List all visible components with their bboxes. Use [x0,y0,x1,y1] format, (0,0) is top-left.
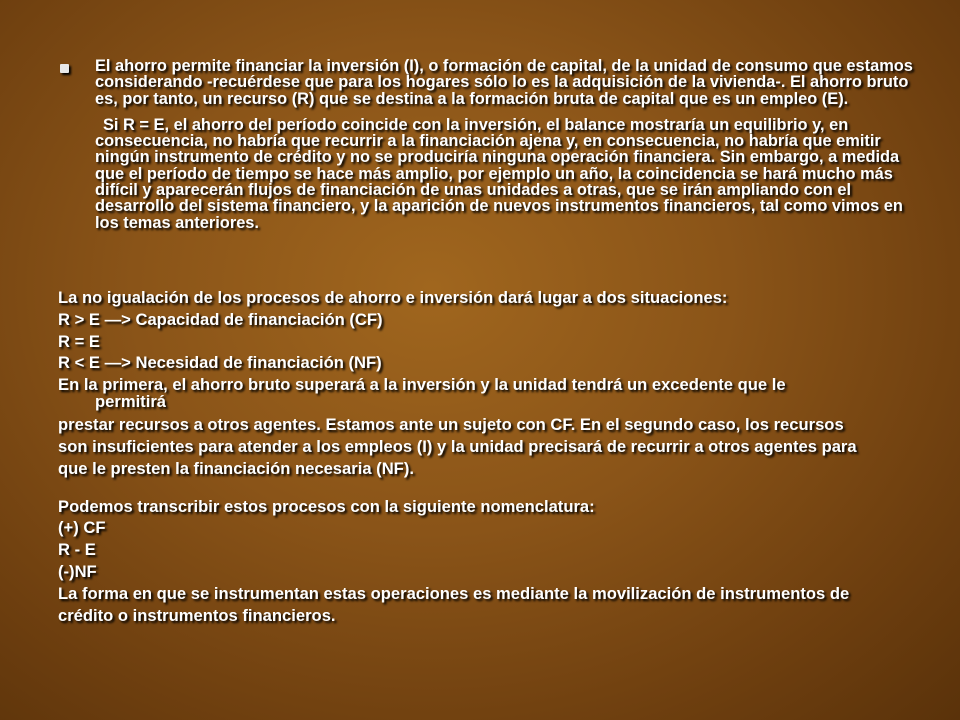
bullet-paragraph-equilibrium: Si R = E, el ahorro del período coincide con la inversión, el balance mostraría un equilibrio y, en consecuencia, no habría que recurrir a la financiación ajena y, en consecuencia, no habría que emitir ningún instrumento de crédito y no se produciría ninguna operación financiera. Sin embargo, a medida que el período de tiempo se hace más amplio, por ejemplo un año, la coincidencia se hará mucho más difícil y aparecerán flujos de financiación de unas unidades a otras, que se irán ampliando con el desarrollo del sistema financiero, y la aparición de nuevos instrumentos financieros, tal como vimos en los temas anteriores. [95,115,903,232]
case-equal-line: R = E [58,331,100,351]
nomenclature-nf: (-)NF [58,561,97,581]
explain-line-1 [58,377,928,410]
bullet-paragraph-savings: El ahorro permite financiar la inversión (I), o formación de capital, de la unidad de consumo que estamos considerando -recuérdese que para los hogares sólo lo es la adquisición de la vivienda-. El ahorro bruto es, por tanto, un recurso (R) que se destina a la formación bruta de capital que es un empleo (E). [95,57,913,108]
nomenclature-r-minus-e: R - E [58,540,96,560]
spacer [58,480,928,496]
bullet-item [58,58,918,107]
closing-line-2: crédito o instrumentos financieros. [58,605,336,625]
nomenclature-intro: Podemos transcribir estos procesos con la siguiente nomenclatura: [58,496,595,516]
explain-line-2: prestar recursos a otros agentes. Estamos ante un sujeto con CF. En el segundo caso, los recursos [58,415,844,435]
case-cf-line: R > E —> Capacidad de financiación (CF) [58,309,383,329]
explain-line-1-continuation: permitirá [95,391,167,411]
nomenclature-cf: (+) CF [58,518,106,538]
closing-line-1: La forma en que se instrumentan estas operaciones es mediante la movilización de instrumentos de [58,583,850,603]
explain-line-4: que le presten la financiación necesaria (NF). [58,458,414,478]
explain-line-1-text: En la primera, el ahorro bruto superará a la inversión y la unidad tendrá un excedente que le [58,375,786,395]
intro-line: La no igualación de los procesos de ahorro e inversión dará lugar a dos situaciones: [58,288,728,307]
square-bullet-icon [60,64,69,73]
bullet-section [58,58,918,247]
case-nf-line: R < E —> Necesidad de financiación (NF) [58,353,382,373]
body-text [58,287,928,626]
explain-line-3: son insuficientes para atender a los empleos (I) y la unidad precisará de recurrir a otros agentes para [58,436,857,456]
